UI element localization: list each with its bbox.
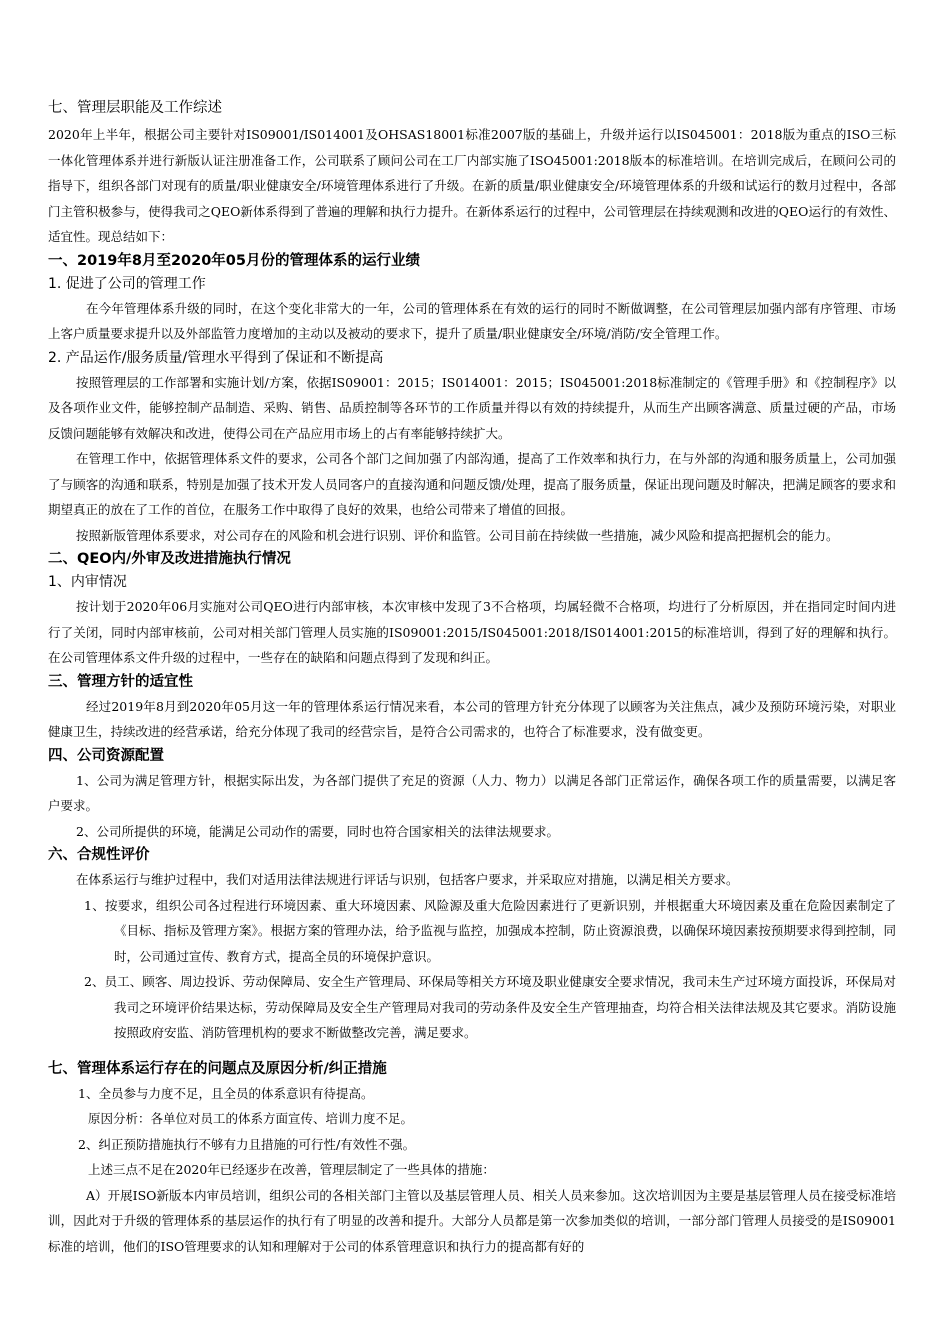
paragraph: 原因分析：各单位对员工的体系方面宣传、培训力度不足。 <box>88 1111 414 1126</box>
section-title: 四、公司资源配置 <box>48 747 164 764</box>
paragraph: A）开展ISO新版本内审员培训，组织公司的各相关部门主管以及基层管理人员、相关人员来参加。这次培训因为主要是基层管理人员在接受标准培训，因此对于升级的管理体系的基层运作的执行有了明显的改善和提升。大部分人员都是第一次参加类似的培训，一部分部门管理人员接受的是IS09001标准的培训，他们的ISO管理要求的认知和理解对于公司的体系管理意识和执行力的提高都有好的 <box>48 1187 896 1254</box>
paragraph: 在今年管理体系升级的同时，在这个变化非常大的一年，公司的管理体系在有效的运行的同时不断做调整，在公司管理层加强内部有序管理、市场上客户质量要求提升以及外部监管力度增加的主动以及被动的要求下，提升了质量/职业健康安全/环境/消防/安全管理工作。 <box>48 300 896 341</box>
subsection-title: 1. 促进了公司的管理工作 <box>48 275 206 292</box>
section-title: 一、2019年8月至2020年05月份的管理体系的运行业绩 <box>48 252 420 269</box>
subsection-title: 2. 产品运作/服务质量/管理水平得到了保证和不断提高 <box>48 349 384 366</box>
section-title: 三、管理方针的适宜性 <box>48 673 193 690</box>
paragraph: 2、纠正预防措施执行不够有力且措施的可行性/有效性不强。 <box>78 1136 416 1152</box>
paragraph: 2020年上半年，根据公司主要针对IS09001/IS014001及OHSAS18001标准2007版的基础上，升级并运行以IS045001：2018版为重点的ISO三标一体化管理体系并进行新版认证注册准备工作，公司联系了顾问公司在工厂内部实施了ISO45001:2018版本的标准培训。在培训完成后，在顾问公司的指导下，组织各部门对现有的质量/职业健康安全/环境管理体系进行了升级。在新的质量/职业健康安全/环境管理体系的升级和试运行的数月过程中，各部门主管积极参与，使得我司之QEO新体系得到了普遍的理解和执行力提升。在新体系运行的过程中，公司管理层在持续观测和改进的QEO运行的有效性、适宜性。现总结如下： <box>48 127 896 244</box>
paragraph: 上述三点不足在2020年已经逐步在改善，管理层制定了一些具体的措施： <box>88 1162 495 1177</box>
paragraph: 经过2019年8月到2020年05月这一年的管理体系运行情况来看，本公司的管理方针充分体现了以顾客为关注焦点，减少及预防环境污染，对职业健康卫生，持续改进的经营承诺，给充分体现了我司的经营宗旨，是符合公司需求的，也符合了标准要求，没有做变更。 <box>48 698 896 739</box>
section-title: 七、管理层职能及工作综述 <box>48 100 222 116</box>
paragraph: 按照管理层的工作部署和实施计划/方案，依据IS09001：2015；IS014001：2015；IS045001:2018标准制定的《管理手册》和《控制程序》以及各项作业文件，能够控制产品制造、采购、销售、品质控制等各环节的工作质量并得以有效的持续提升，从而生产出顾客满意、质量过硬的产品，市场反馈问题能够有效解决和改进，使得公司在产品应用市场上的占有率能够持续扩大。 <box>48 374 896 441</box>
document-page <box>48 97 896 1259</box>
paragraph: 按照新版管理体系要求，对公司存在的风险和机会进行识别、评价和监管。公司目前在持续做一些措施，减少风险和提高把握机会的能力。 <box>76 527 839 543</box>
paragraph: 在体系运行与维护过程中，我们对适用法律法规进行评话与识别，包括客户要求，并采取应对措施，以满足相关方要求。 <box>76 872 739 887</box>
list-item: 2、员工、顾客、周边投诉、劳动保障局、安全生产管理局、环保局等相关方环境及职业健康安全要求情况，我司未生产过环境方面投诉，环保局对我司之环境评价结果达标，劳动保障局及安全生产管理局对我司的劳动条件及安全生产管理抽查，均符合相关法律法规及其它要求。消防设施按照政府安监、消防管理机构的要求不断做整改完善，满足要求。 <box>84 974 896 1040</box>
paragraph: 2、公司所提供的环境，能满足公司动作的需要，同时也符合国家相关的法律法规要求。 <box>76 823 559 839</box>
section-title: 六、合规性评价 <box>48 847 150 863</box>
list-item: 1、按要求，组织公司各过程进行环境因素、重大环境因素、风险源及重大危险因素进行了更新识别，并根据重大环境因素及重在危险因素制定了《目标、指标及管理方案》。根据方案的管理办法，给予监视与监控，加强成本控制，防止资源浪费，以确保环境因素按预期要求得到控制，同时，公司通过宣传、教育方式，提高全员的环境保护意识。 <box>84 897 896 964</box>
paragraph: 1、全员参与力度不足，且全员的体系意识有待提高。 <box>78 1085 374 1101</box>
paragraph: 1、公司为满足管理方针，根据实际出发，为各部门提供了充足的资源（人力、物力）以满足各部门正常运作，确保各项工作的质量需要，以满足客户要求。 <box>48 772 896 813</box>
paragraph: 在管理工作中，依据管理体系文件的要求，公司各个部门之间加强了内部沟通，提高了工作效率和执行力，在与外部的沟通和服务质量上，公司加强了与顾客的沟通和联系，特别是加强了技术开发人员同客户的直接沟通和问题反馈/处理，提高了服务质量，保证出现问题及时解决，把满足顾客的要求和期望真正的放在了工作的首位，在服务工作中取得了良好的效果，也给公司带来了增值的回报。 <box>48 451 896 517</box>
paragraph: 按计划于2020年06月实施对公司QEO进行内部审核，本次审核中发现了3不合格项，均属轻微不合格项，均进行了分析原因，并在指同定时间内进行了关闭，同时内部审核前，公司对相关部门管理人员实施的IS09001:2015/IS045001:2018/IS014001:2015的标准培训，得到了好的理解和执行。在公司管理体系文件升级的过程中，一些存在的缺陷和问题点得到了发现和纠正。 <box>48 599 896 665</box>
section-title: 二、QEO内/外审及改进措施执行情况 <box>48 551 291 567</box>
section-title: 七、管理体系运行存在的问题点及原因分析/纠正措施 <box>48 1060 387 1077</box>
spacer <box>48 1046 896 1058</box>
subsection-title: 1、内审情况 <box>48 574 127 590</box>
